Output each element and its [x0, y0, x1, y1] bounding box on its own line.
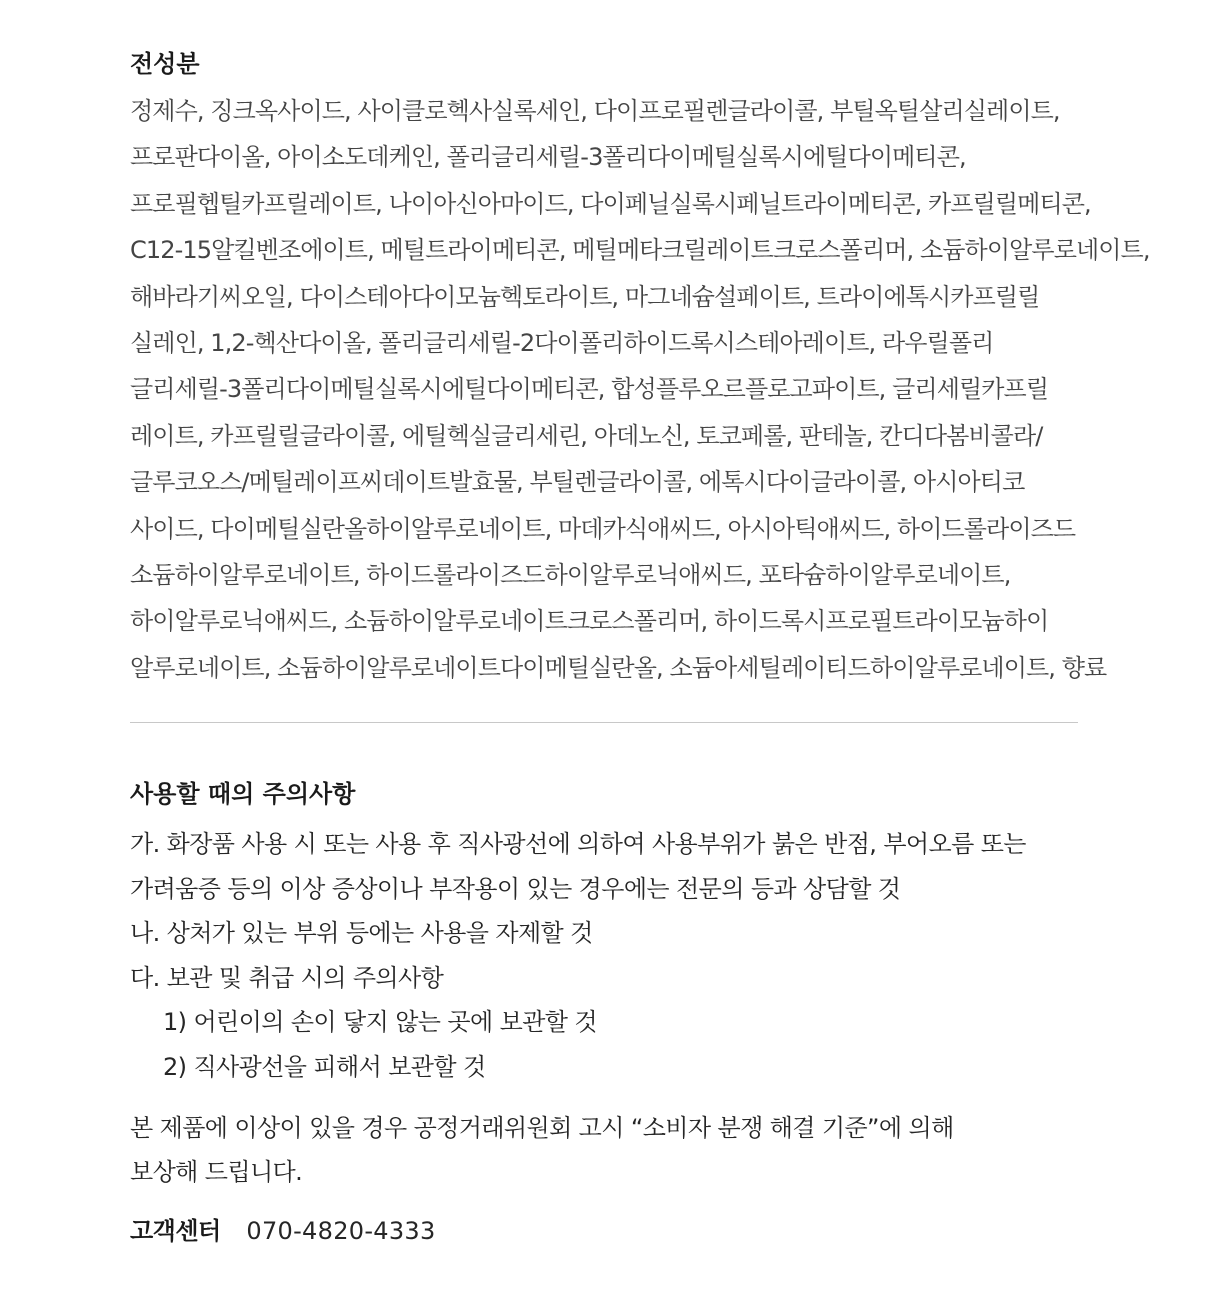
ingredients-line: 알루로네이트, 소듐하이알루로네이트다이메틸실란올, 소듐아세틸레이티드하이알루로네이트, 향료: [130, 653, 1107, 682]
ingredients-line: C12-15알킬벤조에이트, 메틸트라이메티콘, 메틸메타크릴레이트크로스폴리머, 소듐하이알루로네이트,: [130, 236, 1150, 265]
ingredients-line: 글루코오스/메틸레이프씨데이트발효물, 부틸렌글라이콜, 에톡시다이글라이콜, 아시아티코: [130, 468, 1025, 497]
caution-item: 가. 화장품 사용 시 또는 사용 후 직사광선에 의하여 사용부위가 붉은 반점, 부어오름 또는: [130, 830, 1026, 858]
cautions-section: [130, 776, 1110, 1089]
ingredients-line: 프로필헵틸카프릴레이트, 나이아신아마이드, 다이페닐실록시페닐트라이메티콘, 카프릴릴메티콘,: [130, 189, 1091, 218]
ingredients-line: 실레인, 1,2-헥산다이올, 폴리글리세릴-2다이폴리하이드록시스테아레이트, 라우릴폴리: [130, 329, 994, 358]
customer-center-label: 고객센터: [130, 1217, 221, 1245]
caution-sub-item: 1) 어린이의 손이 닿지 않는 곳에 보관할 것: [163, 1008, 597, 1036]
ingredients-line: 레이트, 카프릴릴글라이콜, 에틸헥실글리세린, 아데노신, 토코페롤, 판테놀, 칸디다봄비콜라/: [130, 421, 1043, 450]
customer-center: [130, 1213, 436, 1249]
ingredients-line: 사이드, 다이메틸실란올하이알루로네이트, 마데카식애씨드, 아시아틱애씨드, 하이드롤라이즈드: [130, 514, 1076, 543]
ingredients-line: 소듐하이알루로네이트, 하이드롤라이즈드하이알루로닉애씨드, 포타슘하이알루로네이트,: [130, 561, 1011, 590]
ingredients-section: [130, 46, 1150, 691]
notice-line: 본 제품에 이상이 있을 경우 공정거래위원회 고시 “소비자 분쟁 해결 기준”에 의해: [130, 1114, 954, 1142]
ingredients-line: 해바라기씨오일, 다이스테아다이모늄헥토라이트, 마그네슘설페이트, 트라이에톡시카프릴릴: [130, 282, 1040, 311]
caution-item: 가려움증 등의 이상 증상이나 부작용이 있는 경우에는 전문의 등과 상담할 것: [130, 874, 901, 903]
ingredients-line: 하이알루로닉애씨드, 소듐하이알루로네이트크로스폴리머, 하이드록시프로필트라이모늄하이: [130, 607, 1049, 636]
cautions-list: [130, 822, 1110, 1089]
caution-item: 나. 상처가 있는 부위 등에는 사용을 자제할 것: [130, 919, 593, 947]
ingredients-line: 글리세릴-3폴리다이메틸실록시에틸다이메티콘, 합성플루오르플로고파이트, 글리세릴카프릴: [130, 375, 1049, 404]
notice-line: 보상해 드립니다.: [130, 1158, 303, 1186]
ingredients-line: 프로판다이올, 아이소도데케인, 폴리글리세릴-3폴리다이메틸실록시에틸다이메티콘,: [130, 143, 966, 172]
ingredients-line: 정제수, 징크옥사이드, 사이클로헥사실록세인, 다이프로필렌글라이콜, 부틸옥틸살리실레이트,: [130, 97, 1060, 125]
cautions-title: 사용할 때의 주의사항: [130, 780, 356, 808]
customer-center-phone: 070-4820-4333: [246, 1217, 436, 1245]
section-divider: [130, 722, 1078, 723]
ingredients-title: 전성분: [130, 50, 200, 78]
caution-item: 다. 보관 및 취급 시의 주의사항: [130, 963, 444, 992]
caution-sub-item: 2) 직사광선을 피해서 보관할 것: [163, 1052, 486, 1081]
compensation-notice: [130, 1106, 1110, 1194]
ingredients-list: [130, 88, 1150, 691]
